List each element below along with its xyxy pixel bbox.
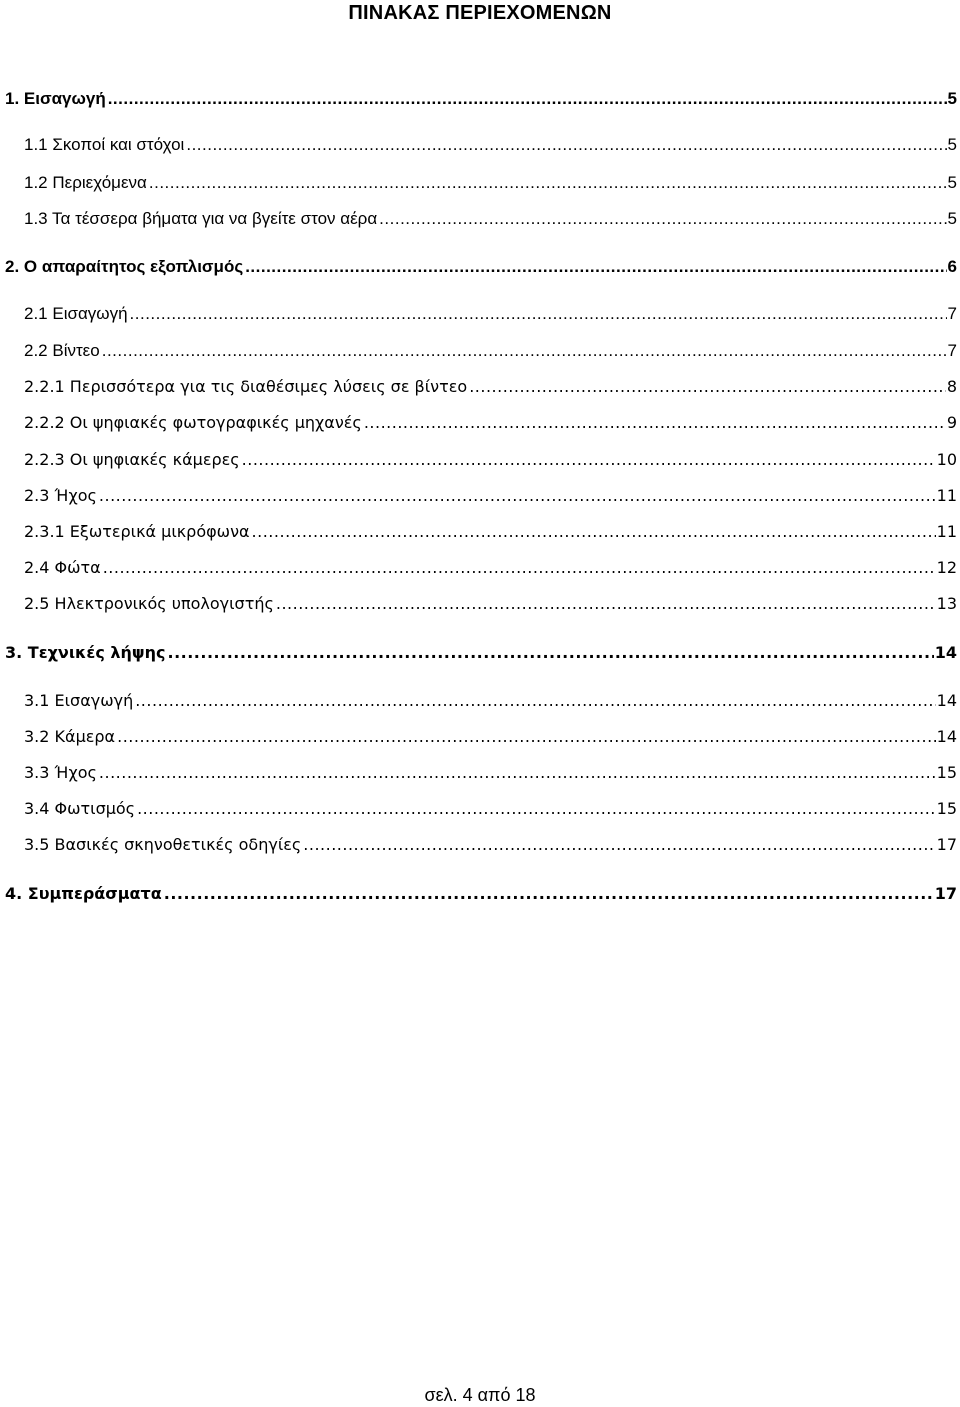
toc-entry-label: 3.4 Φωτισμός: [24, 799, 136, 818]
toc-entry-3[interactable]: [5, 641, 957, 665]
toc-entry-2-3[interactable]: [24, 484, 957, 508]
toc-entry-page: 7: [947, 341, 957, 360]
toc-entry-label: 1.2 Περιεχόμενα: [24, 173, 147, 192]
toc-dot-leader: [149, 171, 947, 195]
toc-dot-leader: [108, 87, 947, 111]
toc-entry-1-2[interactable]: [24, 171, 957, 195]
toc-entry-2-2[interactable]: [24, 339, 957, 363]
toc-dot-leader: [130, 302, 947, 326]
toc-entry-3-1[interactable]: [24, 689, 957, 713]
toc-dot-leader: [186, 133, 946, 157]
toc-entry-label: 3.3 Ήχος: [24, 763, 97, 782]
page-number-footer: σελ. 4 από 18: [424, 1385, 536, 1405]
toc-entry-2-4[interactable]: [24, 556, 957, 580]
toc-entry-2-2-1[interactable]: [24, 375, 957, 399]
toc-entry-page: 15: [936, 799, 957, 818]
toc-entry-page: 5: [947, 89, 957, 108]
toc-dot-leader: [99, 484, 936, 508]
toc-entry-page: 9: [946, 413, 957, 432]
toc-entry-label: 2.2.2 Οι ψηφιακές φωτογραφικές μηχανές: [24, 413, 362, 432]
toc-dot-leader: [469, 375, 946, 399]
toc-dot-leader: [276, 592, 936, 616]
toc-entry-label: 2. Ο απαραίτητος εξοπλισμός: [5, 257, 244, 276]
toc-entry-page: 12: [936, 558, 957, 577]
toc-entry-3-5[interactable]: [24, 833, 957, 857]
toc-entry-page: 11: [936, 486, 957, 505]
toc-dot-leader: [103, 556, 936, 580]
toc-dot-leader: [164, 882, 934, 906]
toc-dot-leader: [135, 689, 935, 713]
toc-entry-label: 3.2 Κάμερα: [24, 727, 116, 746]
toc-entry-label: 2.3 Ήχος: [24, 486, 97, 505]
toc-entry-page: 5: [947, 209, 957, 228]
toc-dot-leader: [117, 725, 936, 749]
toc-entry-page: 7: [947, 304, 957, 323]
toc-entry-label: 2.4 Φώτα: [24, 558, 101, 577]
toc-entry-2[interactable]: [5, 255, 957, 279]
toc-entry-3-2[interactable]: [24, 725, 957, 749]
toc-dot-leader: [102, 339, 947, 363]
toc-entry-page: 15: [936, 763, 957, 782]
toc-entry-page: 5: [947, 135, 957, 154]
toc-entry-label: 1.1 Σκοποί και στόχοι: [24, 135, 185, 154]
toc-entry-2-3-1[interactable]: [24, 520, 957, 544]
toc-entry-page: 10: [936, 450, 957, 469]
toc-entry-page: 14: [936, 691, 957, 710]
toc-entry-label: 2.5 Ηλεκτρονικός υπολογιστής: [24, 594, 274, 613]
toc-entry-3-4[interactable]: [24, 797, 957, 821]
toc-entry-3-3[interactable]: [24, 761, 957, 785]
toc-entry-4[interactable]: [5, 882, 957, 906]
toc-entry-label: 2.3.1 Εξωτερικά μικρόφωνα: [24, 522, 250, 541]
toc-dot-leader: [167, 641, 933, 665]
toc-dot-leader: [137, 797, 936, 821]
toc-entry-1[interactable]: [5, 87, 957, 111]
toc-dot-leader: [242, 448, 936, 472]
toc-entry-2-2-2[interactable]: [24, 411, 957, 435]
toc-dot-leader: [303, 833, 935, 857]
toc-entry-label: 3. Τεχνικές λήψης: [5, 643, 166, 662]
toc-entry-2-1[interactable]: [24, 302, 957, 326]
toc-entry-2-2-3[interactable]: [24, 448, 957, 472]
toc-entry-label: 3.1 Εισαγωγή: [24, 691, 134, 710]
toc-entry-1-3[interactable]: [24, 207, 957, 231]
toc-dot-leader: [364, 411, 946, 435]
toc-dot-leader: [99, 761, 936, 785]
toc-dot-leader: [245, 255, 946, 279]
toc-entry-page: 14: [934, 643, 957, 662]
toc-entry-label: 1. Εισαγωγή: [5, 89, 106, 108]
toc-entry-1-1[interactable]: [24, 133, 957, 157]
toc-entry-page: 6: [947, 257, 957, 276]
toc-entry-label: 1.3 Τα τέσσερα βήματα για να βγείτε στον αέρα: [24, 209, 378, 228]
toc-entry-label: 2.2 Βίντεο: [24, 341, 100, 360]
toc-entry-page: 5: [947, 173, 957, 192]
toc-entry-label: 2.1 Εισαγωγή: [24, 304, 128, 323]
page-title: ΠΙΝΑΚΑΣ ΠΕΡΙΕΧΟΜΕΝΩΝ: [348, 2, 612, 24]
toc-entry-label: 4. Συμπεράσματα: [5, 884, 162, 903]
toc-entry-label: 3.5 Βασικές σκηνοθετικές οδηγίες: [24, 835, 302, 854]
toc-entry-page: 17: [936, 835, 957, 854]
toc-entry-label: 2.2.3 Οι ψηφιακές κάμερες: [24, 450, 240, 469]
toc-dot-leader: [252, 520, 936, 544]
toc-entry-page: 17: [934, 884, 957, 903]
toc-entry-page: 14: [936, 727, 957, 746]
toc-entry-page: 8: [946, 377, 957, 396]
toc-entry-2-5[interactable]: [24, 592, 957, 616]
toc-entry-page: 13: [936, 594, 957, 613]
toc-entry-page: 11: [936, 522, 957, 541]
toc-dot-leader: [379, 207, 946, 231]
toc-entry-label: 2.2.1 Περισσότερα για τις διαθέσιμες λύσεις σε βίντεο: [24, 377, 468, 396]
